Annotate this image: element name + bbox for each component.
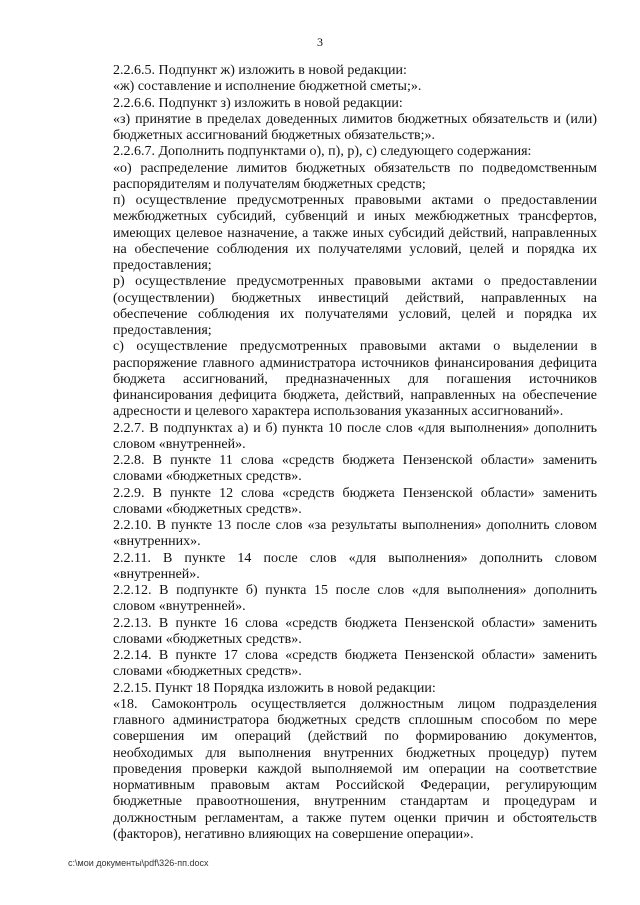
paragraph-2-2-7: 2.2.7. В подпунктах а) и б) пункта 10 после слов «для выполнения» дополнить словом «внутренней». [113,420,597,452]
paragraph-2-2-6-5: 2.2.6.5. Подпункт ж) изложить в новой редакции: [113,63,407,78]
paragraph-2-2-9: 2.2.9. В пункте 12 слова «средств бюджета Пензенской области» заменить словами «бюджетных средств». [113,485,597,517]
footer-file-path: c:\мои документы\pdf\326-пп.docx [68,858,209,868]
paragraph-2-2-6-7: 2.2.6.7. Дополнить подпунктами о), п), р), с) следующего содержания: [113,144,532,160]
paragraph-2-2-10: 2.2.10. В пункте 13 после слов «за результаты выполнения» дополнить словом «внутренних». [113,518,597,550]
paragraph-2-2-8: 2.2.8. В пункте 11 слова «средств бюджета Пензенской области» заменить словами «бюджетных средств». [113,453,597,485]
page-number: 3 [317,35,323,49]
paragraph-2-2-13: 2.2.13. В пункте 16 слова «средств бюджета Пензенской области» заменить словами «бюджетных средств». [113,615,597,647]
paragraph-2-2-14: 2.2.14. В пункте 17 слова «средств бюджета Пензенской области» заменить словами «бюджетных средств». [113,648,597,680]
paragraph-2-2-12: 2.2.12. В подпункте б) пункта 15 после слов «для выполнения» дополнить словом «внутренней». [113,583,597,615]
paragraph-subitem-r: р) осуществление предусмотренных правовыми актами о предоставлении (осуществлении) бюджетных инвестиций действий, направленных на обеспечение соблюдения их получателями условий, целей и порядка их предоставления; [113,274,597,338]
paragraph-2-2-11: 2.2.11. В пункте 14 после слов «для выполнения» дополнить словом «внутренней». [113,550,597,582]
paragraph-2-2-15: 2.2.15. Пункт 18 Порядка изложить в новой редакции: [113,680,436,696]
paragraph-2-2-6-6: 2.2.6.6. Подпункт з) изложить в новой редакции: [113,95,403,111]
paragraph-quote-zh: «ж) составление и исполнение бюджетной сметы;». [113,79,422,95]
paragraph-subitem-s: с) осуществление предусмотренных правовыми актами о выделении в распоряжение главного администратора источников финансирования дефицита бюджета ассигнований, предназначенных для погашения источников финансирования дефицита бюджета, действий, направленных на обеспечение адресности и целевого характера использования указанных ассигнований». [113,339,597,420]
paragraph-subitem-p: п) осуществление предусмотренных правовыми актами о предоставлении межбюджетных субсидий, субвенций и иных межбюджетных трансфертов, имеющих целевое назначение, а также иных субсидий действий, направленных на обеспечение соблюдения их получателями условий, целей и порядка их предоставления; [113,193,597,273]
paragraph-quote-18: «18. Самоконтроль осуществляется должностным лицом подразделения главного администратора бюджетных средств сплошным способом по мере совершения им операций (действий по формированию документов, необходимых для выполнения внутренних бюджетных процедур) путем проведения проверки каждой выполняемой им операции на соответствие нормативным правовым актам Российской Федерации, регулирующим бюджетные правоотношения, внутренним стандартам и процедурам и должностным регламентам, а также путем оценки причин и обстоятельств (факторов), негативно влияющих на совершение операции». [113,696,597,842]
paragraph-subitem-o: «о) распределение лимитов бюджетных обязательств по подведомственным распорядителям и получателям бюджетных средств; [113,160,597,192]
document-body [113,63,597,843]
paragraph-quote-z: «з) принятие в пределах доведенных лимитов бюджетных обязательств и (или) бюджетных ассигнований бюджетных обязательств;». [113,111,597,143]
